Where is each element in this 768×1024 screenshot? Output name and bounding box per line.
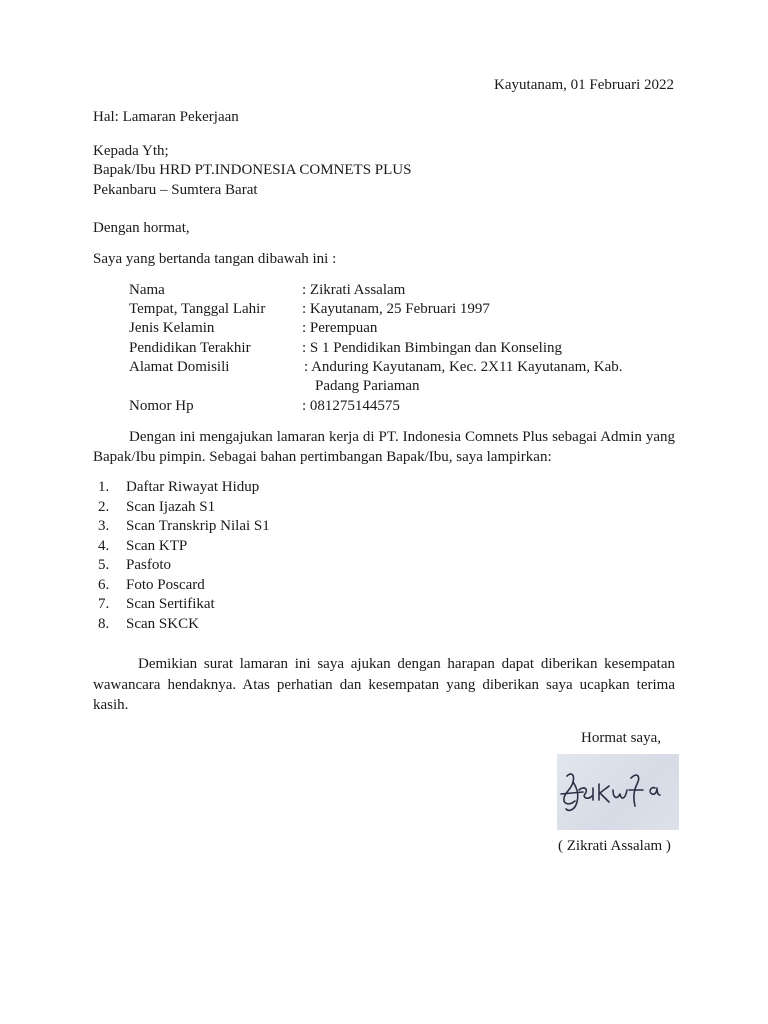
intro-line: Saya yang bertanda tangan dibawah ini : [93, 251, 337, 267]
info-row-jenis-kelamin [129, 319, 689, 339]
recipient-line-1: Kepada Yth; [93, 143, 169, 159]
info-row-nama [129, 281, 689, 301]
attachment-list [93, 478, 270, 634]
info-value: : S 1 Pendidikan Bimbingan dan Konseling [302, 340, 562, 356]
info-row-pendidikan [129, 339, 689, 359]
letter-subject: Hal: Lamaran Pekerjaan [93, 109, 239, 125]
info-value: Padang Pariaman [315, 378, 420, 394]
info-label: Nama [129, 282, 165, 298]
info-value: : Zikrati Assalam [302, 282, 406, 298]
info-label: Jenis Kelamin [129, 320, 215, 336]
info-row-alamat-cont [129, 377, 689, 397]
list-item: 4. Scan KTP [98, 537, 188, 554]
info-label: Nomor Hp [129, 398, 194, 414]
list-item: 2. Scan Ijazah S1 [98, 498, 216, 515]
signature-image [557, 754, 679, 830]
info-row-hp [129, 397, 689, 417]
list-item: 6. Foto Poscard [98, 576, 205, 593]
info-value: : Anduring Kayutanam, Kec. 2X11 Kayutanam, Kab. [304, 359, 623, 375]
signature-scribble [557, 754, 679, 830]
info-value: : Kayutanam, 25 Februari 1997 [302, 301, 490, 317]
list-item: 3. Scan Transkrip Nilai S1 [98, 518, 270, 534]
signer-name: ( Zikrati Assalam ) [558, 838, 671, 854]
info-label: Pendidikan Terakhir [129, 340, 251, 356]
sign-off: Hormat saya, [581, 730, 661, 746]
list-item: 5. Pasfoto [98, 557, 171, 573]
recipient-line-3: Pekanbaru – Sumtera Barat [93, 182, 258, 198]
info-value: : 081275144575 [302, 398, 400, 414]
list-item: 1. Daftar Riwayat Hidup [98, 479, 260, 495]
info-label: Alamat Domisili [129, 359, 230, 375]
letter-date: Kayutanam, 01 Februari 2022 [494, 77, 674, 93]
closing-paragraph: Demikian surat lamaran ini saya ajukan dengan harapan dapat diberikan kesempatan wawancara hendaknya. Atas perhatian dan kesempatan yang diberikan saya ucapkan terima kasih. [93, 656, 675, 713]
recipient-line-2: Bapak/Ibu HRD PT.INDONESIA COMNETS PLUS [93, 162, 412, 178]
list-item: 8. Scan SKCK [98, 615, 199, 632]
greeting: Dengan hormat, [93, 220, 190, 236]
info-row-alamat [129, 358, 689, 378]
info-value: : Perempuan [302, 320, 378, 336]
info-row-ttl [129, 300, 689, 320]
body-paragraph: Dengan ini mengajukan lamaran kerja di PT. Indonesia Comnets Plus sebagai Admin yang Bapak/Ibu pimpin. Sebagai bahan pertimbangan Bapak/Ibu, saya lampirkan: [93, 429, 675, 465]
list-item: 7. Scan Sertifikat [98, 596, 215, 612]
info-label: Tempat, Tanggal Lahir [129, 301, 266, 317]
